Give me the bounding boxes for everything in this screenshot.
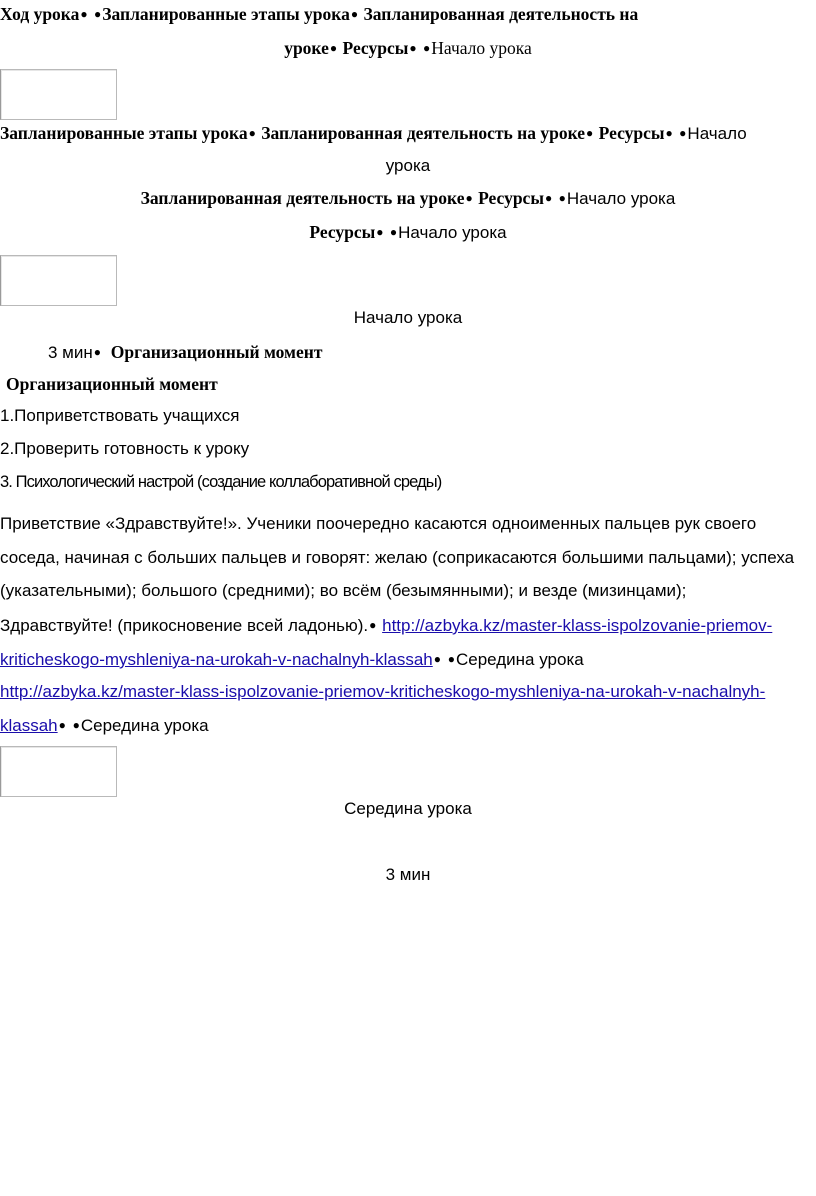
block2-start: Начало [687, 124, 747, 143]
bullet-icon: ● [369, 618, 377, 632]
block2-line-3 [0, 187, 816, 210]
block2-planned-stages: Запланированные этапы урока [0, 123, 248, 143]
bullet-icon: ● [586, 126, 594, 140]
block2-planned-activity-2: Запланированная деятельность на уроке [140, 188, 465, 208]
bullet-icon: ● [409, 41, 417, 55]
header-resources: Ресурсы [342, 38, 409, 58]
block2-resources-3: Ресурсы [309, 222, 376, 242]
bullet-icon: ● [465, 191, 473, 205]
header-line-1 [0, 3, 816, 25]
start-item-1: 1.Поприветствовать учащихся [0, 406, 240, 425]
header-line-2 [0, 37, 816, 59]
bullet-icon: ● [80, 7, 88, 21]
header-planned-activity: Запланированная деятельность на [363, 4, 639, 24]
resource-link-1[interactable]: http://azbyka.kz/master-klass-ispolzovanie-priemov- [382, 616, 773, 635]
paragraph-line-2: соседа, начиная с больших пальцев и говорят: желаю (соприкасаются большими пальцами); успеха [0, 548, 795, 567]
image-placeholder [0, 255, 117, 306]
header-lesson-course: Ход урока [0, 4, 80, 24]
block2-line-4 [0, 221, 816, 244]
section-middle-time: 3 мин [385, 865, 431, 884]
start-time: 3 мин [48, 343, 93, 362]
link2-continuation [0, 714, 816, 737]
middle-label-2: Середина урока [80, 716, 209, 735]
bullet-icon: ● [248, 126, 256, 140]
link1-continuation [0, 648, 816, 671]
bullet-icon: ● [329, 41, 338, 55]
header-lesson-word: уроке [284, 38, 329, 58]
start-stage: Организационный момент [110, 342, 323, 362]
block2-line-1 [0, 122, 816, 145]
link2-line [0, 681, 816, 703]
resource-link-2[interactable]: http://azbyka.kz/master-klass-ispolzovanie-priemov-kriticheskogo-myshleniya-na-urokah-v-nachalnyh- [0, 682, 766, 701]
block2-start-3: Начало урока [398, 223, 507, 242]
bullet-icon: ● [376, 225, 384, 239]
bullet-icon: ● [665, 126, 673, 140]
block2-resources-2: Ресурсы [478, 188, 544, 208]
section-middle-title: Середина урока [344, 799, 472, 818]
bullet-icon: ● [447, 652, 455, 666]
image-placeholder [0, 746, 117, 797]
bullet-icon: ● [389, 225, 398, 239]
start-item-3: 3. Психологический настрой (создание коллаборативной среды) [0, 473, 442, 491]
image-placeholder [0, 69, 117, 120]
start-time-stage [0, 341, 816, 364]
block2-line-2: урока [385, 156, 431, 175]
bullet-icon: ● [433, 652, 441, 666]
paragraph-line-4-text: Здравствуйте! (прикосновение всей ладонью). [0, 616, 369, 635]
bullet-icon: ● [58, 718, 66, 732]
bullet-icon: ● [350, 7, 359, 21]
resource-link-2-cont[interactable]: klassah [0, 716, 58, 735]
paragraph-line-1: Приветствие «Здравствуйте!». Ученики поочередно касаются одноименных пальцев рук своего [0, 514, 757, 533]
paragraph-line-4 [0, 614, 816, 637]
section-start-title: Начало урока [353, 308, 463, 327]
bullet-icon: ● [423, 41, 431, 55]
resource-link-1-cont[interactable]: kriticheskogo-myshleniya-na-urokah-v-nachalnyh-klassah [0, 650, 433, 669]
bullet-icon: ● [558, 191, 566, 205]
bullet-icon: ● [544, 191, 553, 205]
start-heading: Организационный момент [6, 374, 218, 394]
bullet-icon: ● [72, 718, 80, 732]
block2-planned-activity: Запланированная деятельность на уроке [261, 123, 586, 143]
header-lesson-start: Начало урока [431, 38, 532, 58]
bullet-icon: ● [94, 7, 102, 21]
bullet-icon: ● [93, 345, 101, 359]
block2-start-2: Начало урока [566, 189, 676, 208]
header-planned-stages: Запланированные этапы урока [102, 4, 350, 24]
paragraph-line-3: (указательными); большого (средними); во всём (безымянными); и везде (мизинцами); [0, 581, 687, 600]
bullet-icon: ● [679, 126, 687, 140]
block2-resources: Ресурсы [598, 123, 665, 143]
middle-label-1: Середина урока [455, 650, 584, 669]
start-item-2: 2.Проверить готовность к уроку [0, 439, 250, 458]
